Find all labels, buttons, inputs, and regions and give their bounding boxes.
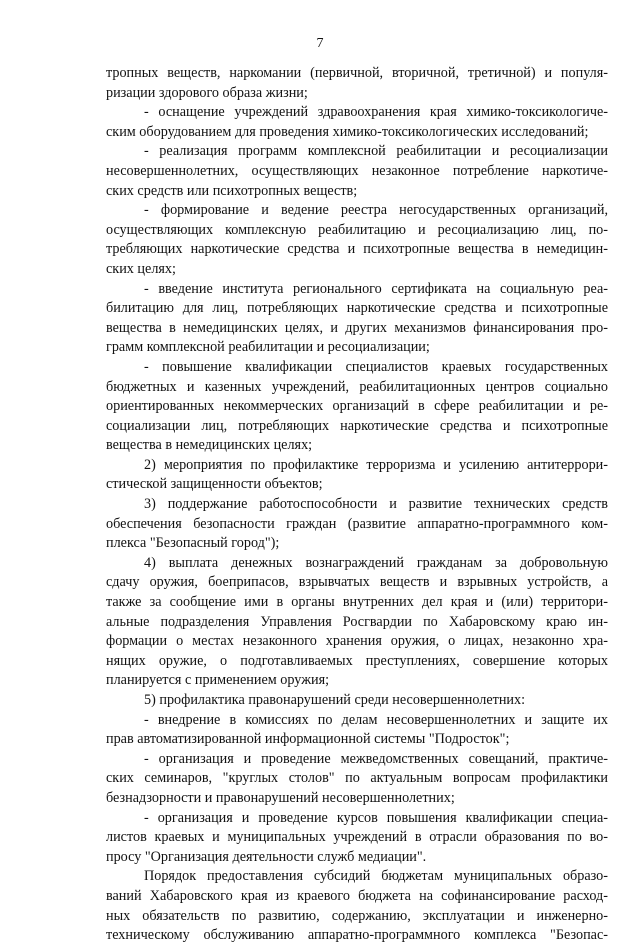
text-line: - внедрение в комиссиях по делам несовершеннолетних и защите их [144,711,608,728]
text-line: сдачу оружия, боеприпасов, взрывчатых веществ и взрывных устройств, а [106,574,608,591]
text-line: бюджетных и казенных учреждений, реабилитационных центров социально [106,378,608,395]
text-line: просу "Организация деятельности служб медиации". [106,848,427,865]
text-line: ских средств или психотропных веществ; [106,182,358,199]
text-line: социализации лиц, потребляющих наркотические средства и психотропные [106,417,608,434]
text-line: тропных веществ, наркомании (первичной, вторичной, третичной) и популя- [106,65,608,81]
text-line: прав автоматизированной информационной системы "Подросток"; [106,731,510,748]
text-line: грамм комплексной реабилитации и ресоциализации; [106,339,430,356]
text-line: - организация и проведение межведомственных совещаний, практиче- [144,750,608,767]
text-line: 3) поддержание работоспособности и развитие технических средств [144,496,608,513]
text-line: формации о местах незаконного хранения оружия, о лицах, незаконно хра- [106,633,608,650]
text-line: плекса "Безопасный город"); [106,535,280,552]
text-line: требляющих наркотические средства и психотропные вещества в немедицин- [106,241,608,258]
text-line: вещества в немедицинских целях; [106,437,313,454]
text-line: билитацию для лиц, потребляющих наркотические средства и психотропные [106,300,608,317]
text-line: - формирование и ведение реестра негосударственных организаций, [144,202,608,219]
text-line: 5) профилактика правонарушений среди несовершеннолетних: [144,692,526,708]
text-line: ных обязательств по развитию, содержанию, эксплуатации и инженерно- [106,907,608,924]
text-line: листов краевых и муниципальных учреждений в отрасли образования по во- [106,829,608,846]
text-line: ризации здорового образа жизни; [106,84,308,101]
text-line: - введение института регионального сертификата на социальную реа- [144,280,608,297]
text-line: вещества в немедицинских целях, и других механизмов финансирования про- [106,319,608,336]
text-line: Порядок предоставления субсидий бюджетам муниципальных образо- [144,868,608,885]
text-line: 2) мероприятия по профилактике терроризма и усилению антитеррори- [144,456,608,473]
text-line: ских целях; [106,260,176,277]
text-line: - реализация программ комплексной реабилитации и ресоциализации [144,143,608,160]
text-line: техническому обслуживанию аппаратно-программного комплекса "Безопас- [106,927,608,944]
text-line: осуществляющих комплексную реабилитацию и ресоциализацию лиц, по- [106,221,608,238]
text-line: 4) выплата денежных вознаграждений гражданам за добровольную [144,554,608,571]
text-line: - повышение квалификации специалистов краевых государственных [144,358,608,375]
text-line: - организация и проведение курсов повышения квалификации специа- [144,809,608,826]
text-line: ваний Хабаровского края из краевого бюджета на софинансирование расход- [106,887,608,904]
text-line: - оснащение учреждений здравоохранения края химико-токсикологиче- [144,104,608,121]
text-line: планируется с применением оружия; [106,672,330,689]
text-line: также за сообщение ими в органы внутренних дел края и (или) территори- [106,594,608,611]
page-number: 7 [316,36,324,51]
text-line: стической защищенности объектов; [106,476,323,493]
text-line: ским оборудованием для проведения химико-токсикологических исследований; [106,123,589,140]
text-line: безнадзорности и правонарушений несовершеннолетних; [106,789,455,806]
text-line: несовершеннолетних, осуществляющих незаконное потребление наркотиче- [106,162,608,179]
text-line: ориентированных некоммерческих организаций в сфере реабилитации и ре- [106,398,608,415]
text-line: нящих оружие, о подготавливаемых преступлениях, совершение которых [106,652,608,669]
text-line: альные подразделения Управления Росгвардии по Хабаровскому краю ин- [106,613,608,630]
text-line: ских семинаров, "круглых столов" по актуальным вопросам профилактики [106,770,608,787]
document-body [106,64,608,946]
text-line: обеспечения безопасности граждан (развитие аппаратно-программного ком- [106,515,608,532]
